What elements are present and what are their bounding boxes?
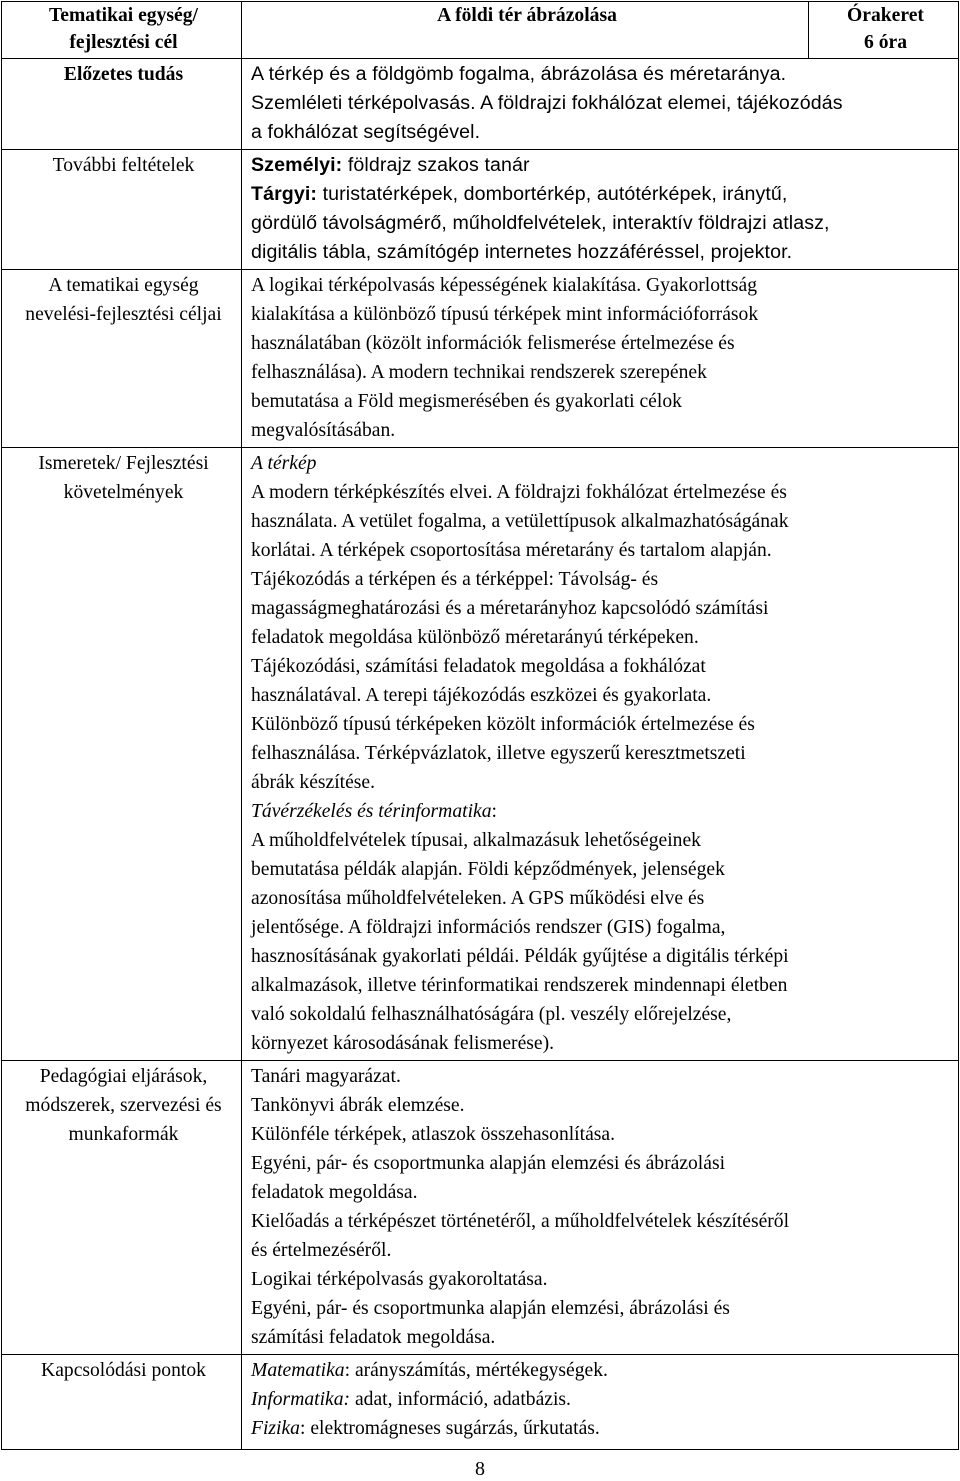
text-line: Tanári magyarázat. xyxy=(251,1066,401,1087)
links-label: Kapcsolódási pontok xyxy=(2,1355,242,1450)
requirements-content xyxy=(242,448,959,1061)
subject-sep: : xyxy=(344,1360,351,1381)
conditions-label: További feltételek xyxy=(2,150,242,270)
subheading-remote-sensing xyxy=(251,797,953,826)
curriculum-table xyxy=(1,1,959,1450)
subject-text: arányszámítás, mértékegységek. xyxy=(350,1360,608,1381)
text-line: korlátai. A térképek csoportosítása méretarány és tartalom alapján. xyxy=(251,540,772,561)
text-line: bemutatása példák alapján. Földi képződmények, jelenségek xyxy=(251,859,725,880)
personal-lead: Személyi: xyxy=(251,154,343,176)
material-line xyxy=(251,180,953,209)
material-text: turistatérképek, dombortérkép, autótérképek, iránytű, xyxy=(317,183,788,205)
text-line: gördülő távolságmérő, műholdfelvételek, interaktív földrajzi atlasz, xyxy=(251,212,830,234)
link-item-informatics xyxy=(251,1385,953,1414)
text-line: Tájékozódási, számítási feladatok megoldása a fokhálózat xyxy=(251,656,706,677)
text-line: Egyéni, pár- és csoportmunka alapján elemzési és ábrázolási xyxy=(251,1153,726,1174)
text-line: felhasználása. Térképvázlatok, illetve egyszerű keresztmetszeti xyxy=(251,743,746,764)
subject-text: elektromágneses sugárzás, űrkutatás. xyxy=(305,1418,600,1439)
text-line: Tájékozódás a térképen és a térképpel: Távolság- és xyxy=(251,569,659,590)
text-line: Szemléleti térképolvasás. A földrajzi fokhálózat elemei, tájékozódás xyxy=(251,92,843,114)
subject-name: Matematika xyxy=(251,1360,345,1381)
conditions-content xyxy=(242,150,959,270)
text-line: feladatok megoldása. xyxy=(251,1182,418,1203)
subject-text: adat, információ, adatbázis. xyxy=(350,1389,571,1410)
prior-knowledge-row xyxy=(2,59,959,150)
text-line: használatával. A terepi tájékozódás eszközei és gyakorlata. xyxy=(251,685,712,706)
text-line: jelentősége. A földrajzi információs rendszer (GIS) fogalma, xyxy=(251,917,726,938)
subheading-suffix: : xyxy=(491,801,497,822)
hours-label: Órakeret xyxy=(847,5,924,26)
text-line: digitális tábla, számítógép internetes hozzáféréssel, projektor. xyxy=(251,241,793,263)
link-item-physics xyxy=(251,1414,953,1443)
text-line: és értelmezéséről. xyxy=(251,1240,392,1261)
subheading-text: Távérzékelés és térinformatika xyxy=(251,801,492,822)
text-line: felhasználása). A modern technikai rendszerek szerepének xyxy=(251,362,707,383)
text-line: megvalósításában. xyxy=(251,420,396,441)
hours-value: 6 óra xyxy=(864,32,907,53)
prior-knowledge-content xyxy=(242,59,959,150)
subheading-map: A térkép xyxy=(251,453,317,474)
material-lead: Tárgyi: xyxy=(251,183,318,205)
text-line: A térkép és a földgömb fogalma, ábrázolása és méretaránya. xyxy=(251,63,787,85)
personal-line xyxy=(251,151,953,180)
text-line: azonosítása műholdfelvételeken. A GPS működési elve és xyxy=(251,888,705,909)
header-label: Tematikai egység/ fejlesztési cél xyxy=(2,2,242,59)
text-line: kialakítása a különböző típusú térképek mint információforrások xyxy=(251,304,759,325)
text-line: magasságmeghatározási és a méretarányhoz kapcsolódó számítási xyxy=(251,598,769,619)
text-line: számítási feladatok megoldása. xyxy=(251,1327,496,1348)
text-line: Különféle térképek, atlaszok összehasonlítása. xyxy=(251,1124,615,1145)
goals-row xyxy=(2,270,959,448)
text-line: Logikai térképolvasás gyakoroltatása. xyxy=(251,1269,548,1290)
page-number: 8 xyxy=(475,1458,485,1480)
text-line: Egyéni, pár- és csoportmunka alapján elemzési, ábrázolási és xyxy=(251,1298,730,1319)
text-line: a fokhálózat segítségével. xyxy=(251,121,481,143)
link-item-math xyxy=(251,1356,953,1385)
conditions-row xyxy=(2,150,959,270)
prior-knowledge-label: Előzetes tudás xyxy=(2,59,242,150)
text-line: A logikai térképolvasás képességének kialakítása. Gyakorlottság xyxy=(251,275,758,296)
text-line: A műholdfelvételek típusai, alkalmazásuk lehetőségeinek xyxy=(251,830,701,851)
goals-label: A tematikai egység nevelési-fejlesztési céljai xyxy=(2,270,242,448)
text-line: A modern térképkészítés elvei. A földrajzi fokhálózat értelmezése és xyxy=(251,482,787,503)
personal-text: földrajz szakos tanár xyxy=(342,154,530,176)
goals-content xyxy=(242,270,959,448)
links-row xyxy=(2,1355,959,1450)
subject-name: Informatika: xyxy=(251,1389,351,1410)
text-line: való sokoldalú felhasználhatóságára (pl. veszély előrejelzése, xyxy=(251,1004,732,1025)
text-line: bemutatása a Föld megismerésében és gyakorlati célok xyxy=(251,391,682,412)
text-line: környezet károsodásának felismerése). xyxy=(251,1033,555,1054)
text-line: Különböző típusú térképeken közölt információk értelmezése és xyxy=(251,714,755,735)
requirements-label: Ismeretek/ Fejlesztési követelmények xyxy=(2,448,242,1061)
text-line: használata. A vetület fogalma, a vetülettípusok alkalmazhatóságának xyxy=(251,511,789,532)
methods-label: Pedagógiai eljárások, módszerek, szervezési és munkaformák xyxy=(2,1061,242,1355)
header-row xyxy=(2,2,959,59)
unit-title: A földi tér ábrázolása xyxy=(242,2,809,59)
links-content xyxy=(242,1355,959,1450)
text-line: hasznosításának gyakorlati példái. Példák gyűjtése a digitális térképi xyxy=(251,946,789,967)
methods-row xyxy=(2,1061,959,1355)
text-line: Kielőadás a térképészet történetéről, a műholdfelvételek készítéséről xyxy=(251,1211,790,1232)
subject-sep: : xyxy=(299,1418,306,1439)
subject-name: Fizika xyxy=(251,1418,300,1439)
text-line: Tankönyvi ábrák elemzése. xyxy=(251,1095,465,1116)
text-line: alkalmazások, illetve térinformatikai rendszerek mindennapi életben xyxy=(251,975,788,996)
methods-content xyxy=(242,1061,959,1355)
requirements-row xyxy=(2,448,959,1061)
hours-cell xyxy=(809,2,959,59)
text-line: ábrák készítése. xyxy=(251,772,376,793)
text-line: használatában (közölt információk felismerése értelmezése és xyxy=(251,333,735,354)
text-line: feladatok megoldása különböző méretarányú térképeken. xyxy=(251,627,699,648)
